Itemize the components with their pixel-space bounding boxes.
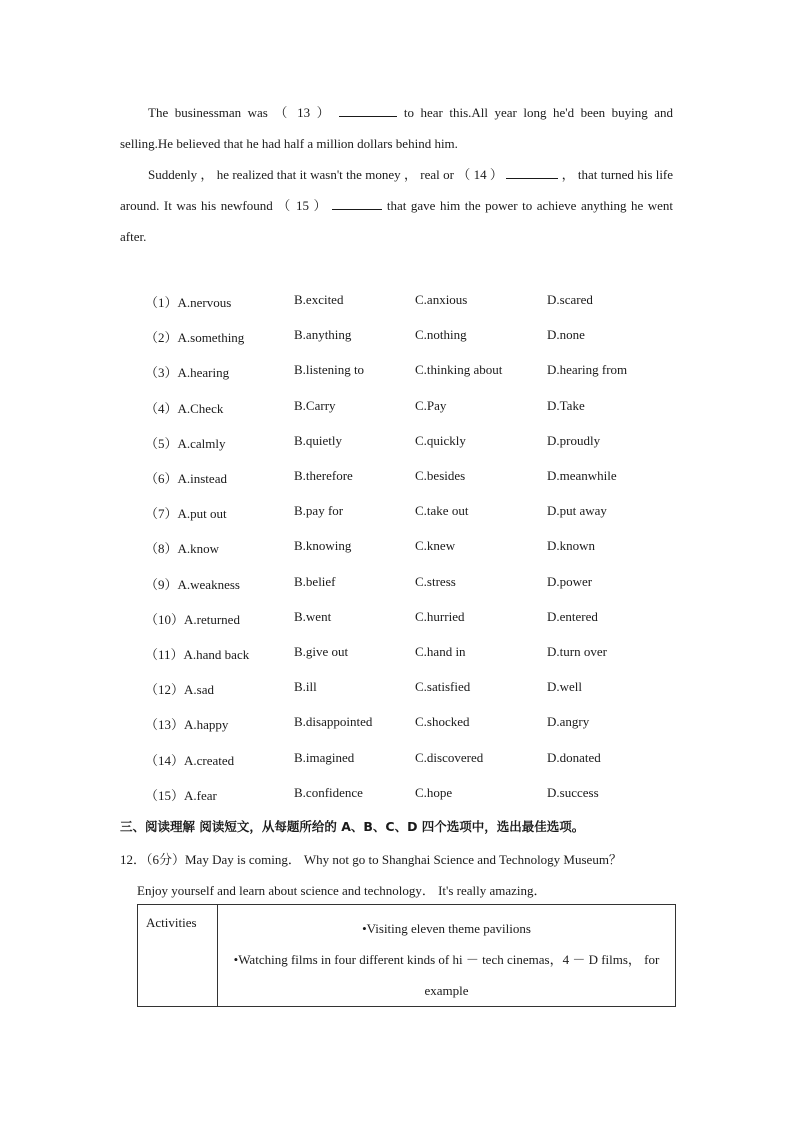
option-b: B.listening to — [294, 362, 365, 378]
option-row — [145, 679, 685, 699]
option-d: D.hearing from — [547, 362, 628, 378]
option-d: D.angry — [547, 714, 590, 730]
option-d: D.none — [547, 327, 585, 343]
option-b: B.belief — [294, 573, 336, 589]
option-a: （7）A.put out — [145, 506, 227, 522]
passage-text: ， that turned his life around. It was his newfound （ 15 ） — [120, 167, 674, 213]
answer-blank-14 — [506, 166, 558, 179]
passage-text: to hear this.All year long he'd been buying and selling.He believed that he had half a million dollars behind him. — [120, 105, 674, 151]
option-row — [145, 750, 685, 770]
option-b: B.went — [294, 608, 332, 624]
passage-text: The businessman was （ 13 ） — [148, 105, 333, 120]
option-row — [145, 398, 685, 418]
option-d: D.put away — [547, 503, 607, 519]
answer-blank-15 — [332, 197, 382, 210]
option-row — [145, 362, 685, 382]
option-a: （9）A.weakness — [145, 576, 240, 592]
option-c: C.hand in — [415, 644, 466, 659]
option-b: B.quietly — [294, 432, 343, 448]
option-c: C.besides — [415, 468, 466, 483]
option-row — [145, 327, 685, 347]
option-c: C.hurried — [415, 608, 465, 624]
option-a: （14）A.created — [145, 752, 235, 768]
option-a: （15）A.fear — [145, 787, 217, 803]
option-b: B.anything — [294, 327, 352, 343]
option-d: D.known — [547, 538, 596, 554]
question-intro: Enjoy yourself and learn about science and technology． It's really amazing． — [137, 883, 547, 898]
option-b: B.pay for — [294, 503, 344, 519]
option-b: B.confidence — [294, 784, 363, 800]
option-c: C.stress — [415, 573, 456, 589]
option-d: D.power — [547, 573, 593, 589]
option-c: C.knew — [415, 538, 456, 554]
passage-text: Suddenly ， he realized that it wasn't the money ， real or （ 14 ） — [148, 167, 503, 182]
question-12: 12．（6分）May Day is coming． Why not go to Shanghai Science and Technology Museum？ — [120, 852, 622, 867]
option-c: C.take out — [415, 503, 469, 519]
activities-content — [218, 905, 676, 1007]
option-c: C.quickly — [415, 432, 466, 448]
activities-label: Activities — [138, 905, 218, 1007]
option-c: C.thinking about — [415, 362, 503, 378]
option-d: D.scared — [547, 292, 593, 307]
option-a: （4）A.Check — [145, 400, 224, 416]
option-a: （6）A.instead — [145, 471, 227, 486]
option-row — [145, 292, 685, 312]
answer-blank-13 — [339, 104, 397, 117]
option-a: （8）A.know — [145, 541, 220, 557]
activity-item: •Watching films in four different kinds of hi － tech cinemas，4 － D films， for example — [233, 952, 660, 998]
passage-paragraph — [120, 97, 673, 159]
option-row — [145, 433, 685, 453]
option-row — [145, 538, 685, 558]
option-a: （11）A.hand back — [145, 647, 250, 662]
option-c: C.nothing — [415, 327, 467, 343]
option-c: C.hope — [415, 784, 453, 800]
option-b: B.therefore — [294, 468, 353, 483]
option-row — [145, 503, 685, 523]
section-heading: 三、阅读理解 阅读短文，从每题所给的 A、B、C、D 四个选项中，选出最佳选项。 — [120, 819, 585, 834]
reading-passage — [120, 97, 673, 252]
option-row — [145, 609, 685, 629]
passage-paragraph — [120, 159, 673, 252]
option-a: （2）A.something — [145, 330, 245, 346]
option-row — [145, 714, 685, 734]
option-a: （12）A.sad — [145, 682, 214, 698]
passage-text: that gave him the power to achieve anything he went after. — [120, 198, 674, 244]
option-a: （5）A.calmly — [145, 435, 226, 451]
option-c: C.Pay — [415, 397, 447, 413]
option-c: C.satisfied — [415, 679, 471, 695]
option-row — [145, 468, 685, 488]
activity-item: •Visiting eleven theme pavilions — [362, 921, 531, 936]
option-b: B.disappointed — [294, 714, 373, 730]
option-a: （13）A.happy — [145, 717, 229, 733]
option-c: C.shocked — [415, 714, 470, 730]
option-d: D.donated — [547, 749, 601, 765]
option-d: D.success — [547, 784, 599, 800]
option-a: （10）A.returned — [145, 611, 240, 627]
option-a: （3）A.hearing — [145, 365, 230, 381]
option-d: D.Take — [547, 397, 585, 413]
option-b: B.Carry — [294, 397, 336, 413]
option-b: B.give out — [294, 644, 349, 659]
option-c: C.anxious — [415, 292, 468, 307]
option-row — [145, 574, 685, 594]
option-c: C.discovered — [415, 749, 484, 765]
option-d: D.turn over — [547, 644, 607, 659]
option-row — [145, 644, 685, 664]
option-row — [145, 785, 685, 805]
option-b: B.ill — [294, 679, 317, 695]
activities-table — [137, 904, 676, 1007]
option-d: D.meanwhile — [547, 468, 617, 483]
option-d: D.proudly — [547, 432, 601, 448]
option-d: D.well — [547, 679, 583, 695]
option-a: （1）A.nervous — [145, 295, 232, 310]
option-b: B.excited — [294, 292, 344, 307]
option-b: B.knowing — [294, 538, 352, 554]
option-d: D.entered — [547, 608, 598, 624]
option-b: B.imagined — [294, 749, 355, 765]
